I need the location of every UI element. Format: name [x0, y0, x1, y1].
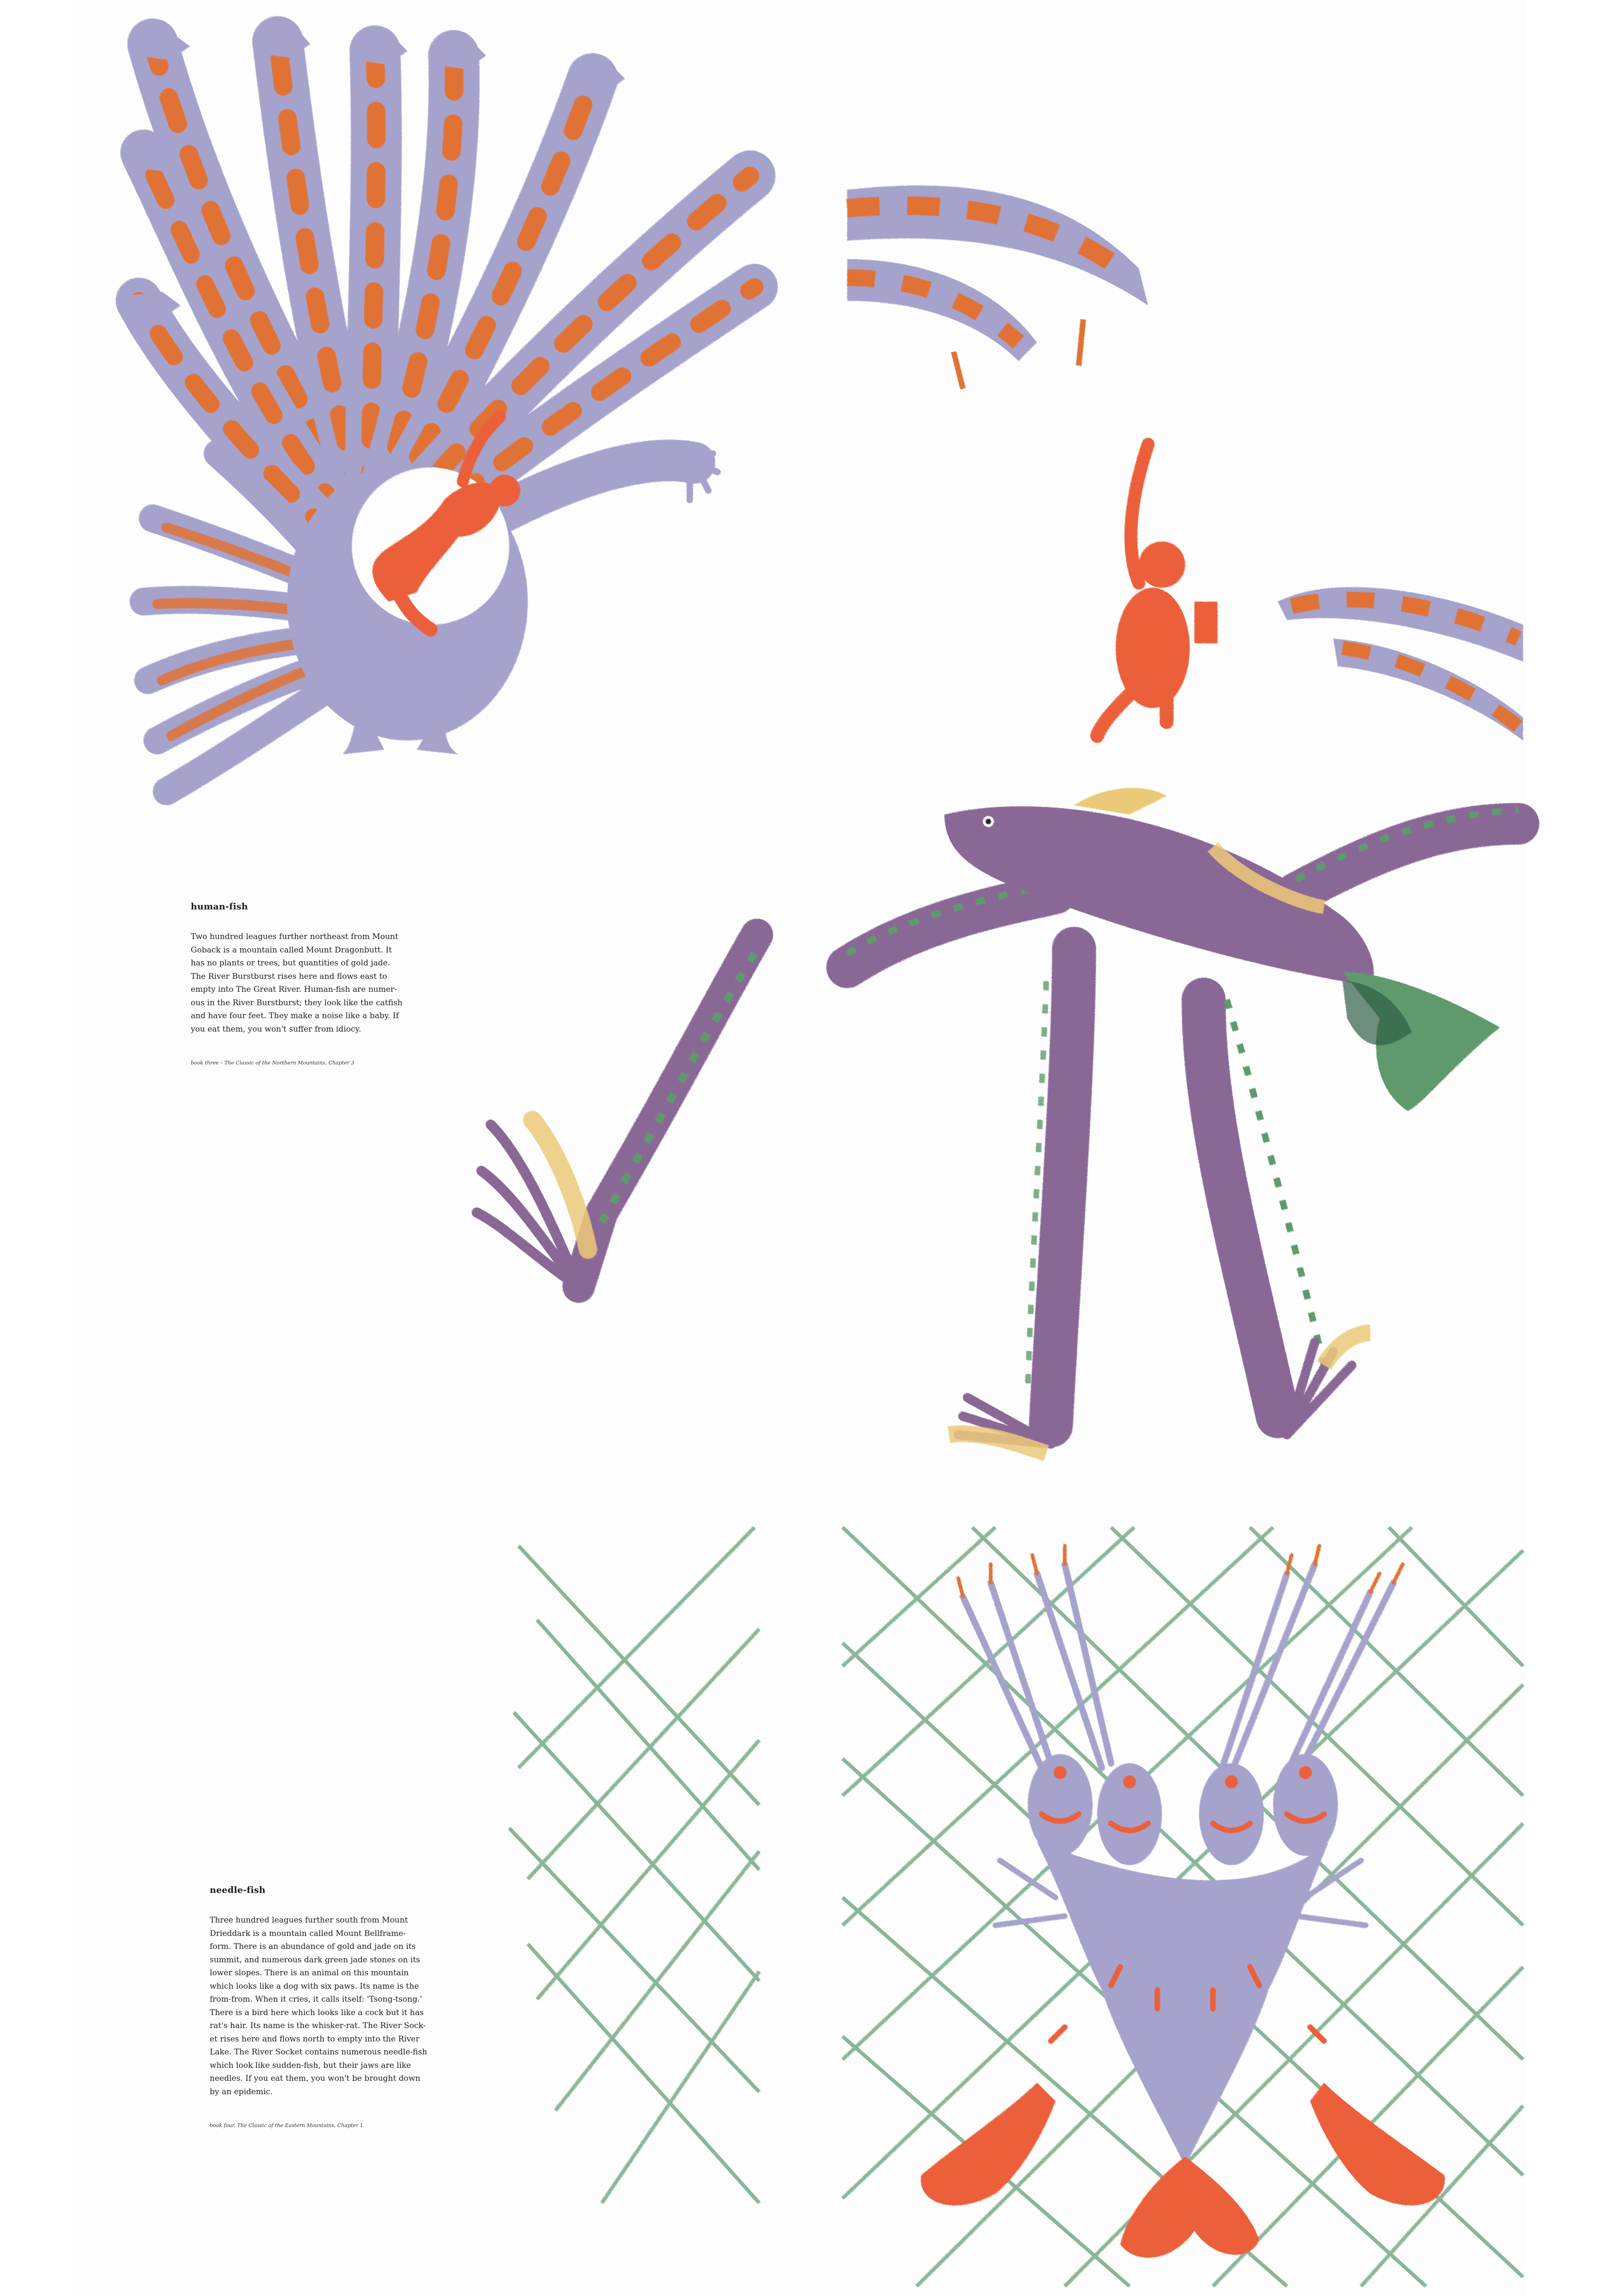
entry-body [210, 1914, 427, 2098]
body-line: from-from. When it cries, it calls itself: 'Tsong-tsong.' [210, 1995, 422, 2004]
human-fish-text [191, 902, 402, 1066]
human-fish-icon [477, 788, 1518, 1453]
entry-source: book three – The Classic of the Northern Mountains, Chapter 3 [191, 1060, 355, 1066]
body-line: empty into The Great River. Human-fish are numer- [191, 985, 397, 994]
entry-body [191, 930, 402, 1036]
body-line: et rises here and flows north to empty into the River [210, 2034, 419, 2044]
entry-heading: human-fish [191, 902, 248, 912]
body-line: lower slopes. There is an animal on this mountain [210, 1968, 409, 1978]
body-line: Drieddark is a mountain called Mount Bellframe- [210, 1929, 406, 1938]
entry-source: book four, The Classic of the Eastern Mountains, Chapter 1 [210, 2122, 363, 2128]
body-line: Two hundred leagues further northeast from Mount [191, 932, 399, 941]
many-headed-beast-icon [125, 28, 755, 791]
body-line: summit, and numerous dark green jade stones on its [210, 1955, 420, 1965]
body-line: rat's hair. Its name is the whisker-rat. The River Sock- [210, 2021, 426, 2030]
body-line: form. There is an abundance of gold and jade on its [210, 1942, 416, 1951]
body-line: which look like sudden-fish, but their jaws are like [210, 2060, 411, 2070]
needle-fish-text [210, 1885, 427, 2128]
body-line: There is a bird here which looks like a cock but it has [210, 2008, 424, 2017]
body-line: which looks like a dog with six paws. Its name is the [210, 1981, 419, 1991]
body-line: Three hundred leagues further south from Mount [210, 1916, 408, 1925]
entry-heading: needle-fish [210, 1885, 266, 1895]
body-line: you eat them, you won't suffer from idiocy. [191, 1024, 362, 1034]
body-line: The River Burstburst rises here and flows east to [191, 971, 387, 981]
body-line: has no plants or trees, but quantities of gold jade. [191, 958, 390, 968]
body-line: Goback is a mountain called Mount Dragonbutt. It [191, 945, 392, 955]
body-line: needles. If you eat them, you won't be brought down [210, 2074, 420, 2083]
body-line: Lake. The River Socket contains numerous needle-fish [210, 2047, 427, 2057]
body-line: and have four feet. They make a noise like a baby. If [191, 1011, 399, 1020]
body-line: by an epidemic. [210, 2087, 273, 2097]
falling-figure-icon [847, 186, 1523, 740]
body-line: ous in the River Burstburst; they look like the catfish [191, 998, 403, 1008]
